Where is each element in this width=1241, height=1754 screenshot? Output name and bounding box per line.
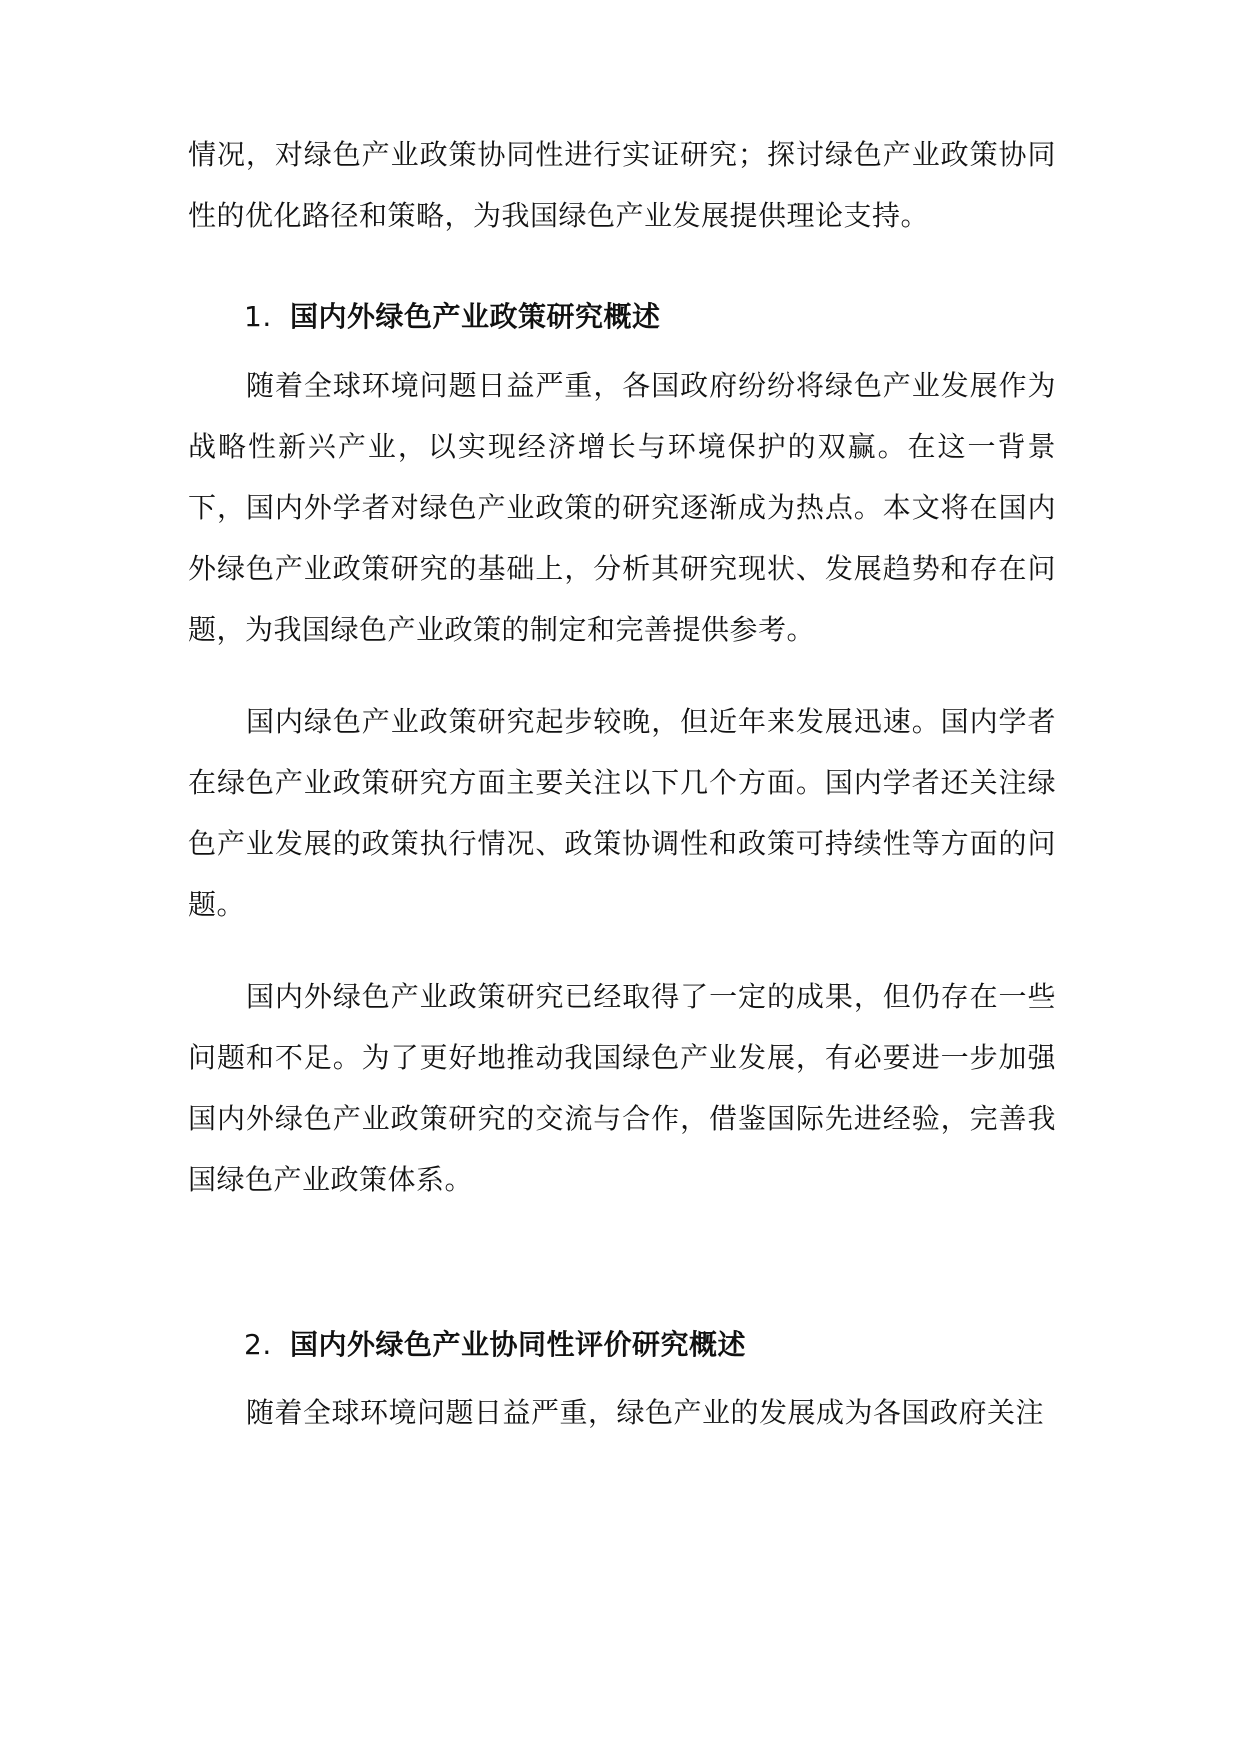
section-1-number: 1. xyxy=(244,300,272,333)
section-2-title: 国内外绿色产业协同性评价研究概述 xyxy=(290,1328,747,1361)
section-1-paragraph-3: 国内外绿色产业政策研究已经取得了一定的成果，但仍存在一些问题和不足。为了更好地推动我国绿色产业发展，有必要进一步加强国内外绿色产业政策研究的交流与合作，借鉴国际先进经验，完善我国绿色产业政策体系。 xyxy=(188,980,1056,1196)
section-1-heading xyxy=(244,297,661,337)
intro-paragraph: 情况，对绿色产业政策协同性进行实证研究；探讨绿色产业政策协同性的优化路径和策略，为我国绿色产业发展提供理论支持。 xyxy=(188,138,1056,232)
section-2-paragraph-1: 随着全球环境问题日益严重，绿色产业的发展成为各国政府关注 xyxy=(246,1396,1045,1429)
section-1-paragraph-1: 随着全球环境问题日益严重，各国政府纷纷将绿色产业发展作为战略性新兴产业，以实现经济增长与环境保护的双赢。在这一背景下，国内外学者对绿色产业政策的研究逐渐成为热点。本文将在国内外绿色产业政策研究的基础上，分析其研究现状、发展趋势和存在问题，为我国绿色产业政策的制定和完善提供参考。 xyxy=(188,369,1056,646)
section-2-number: 2. xyxy=(244,1328,272,1361)
section-1-title: 国内外绿色产业政策研究概述 xyxy=(290,300,661,333)
section-2-heading xyxy=(244,1325,746,1365)
section-1-paragraph-2: 国内绿色产业政策研究起步较晚，但近年来发展迅速。国内学者在绿色产业政策研究方面主要关注以下几个方面。国内学者还关注绿色产业发展的政策执行情况、政策协调性和政策可持续性等方面的问题。 xyxy=(188,705,1056,921)
